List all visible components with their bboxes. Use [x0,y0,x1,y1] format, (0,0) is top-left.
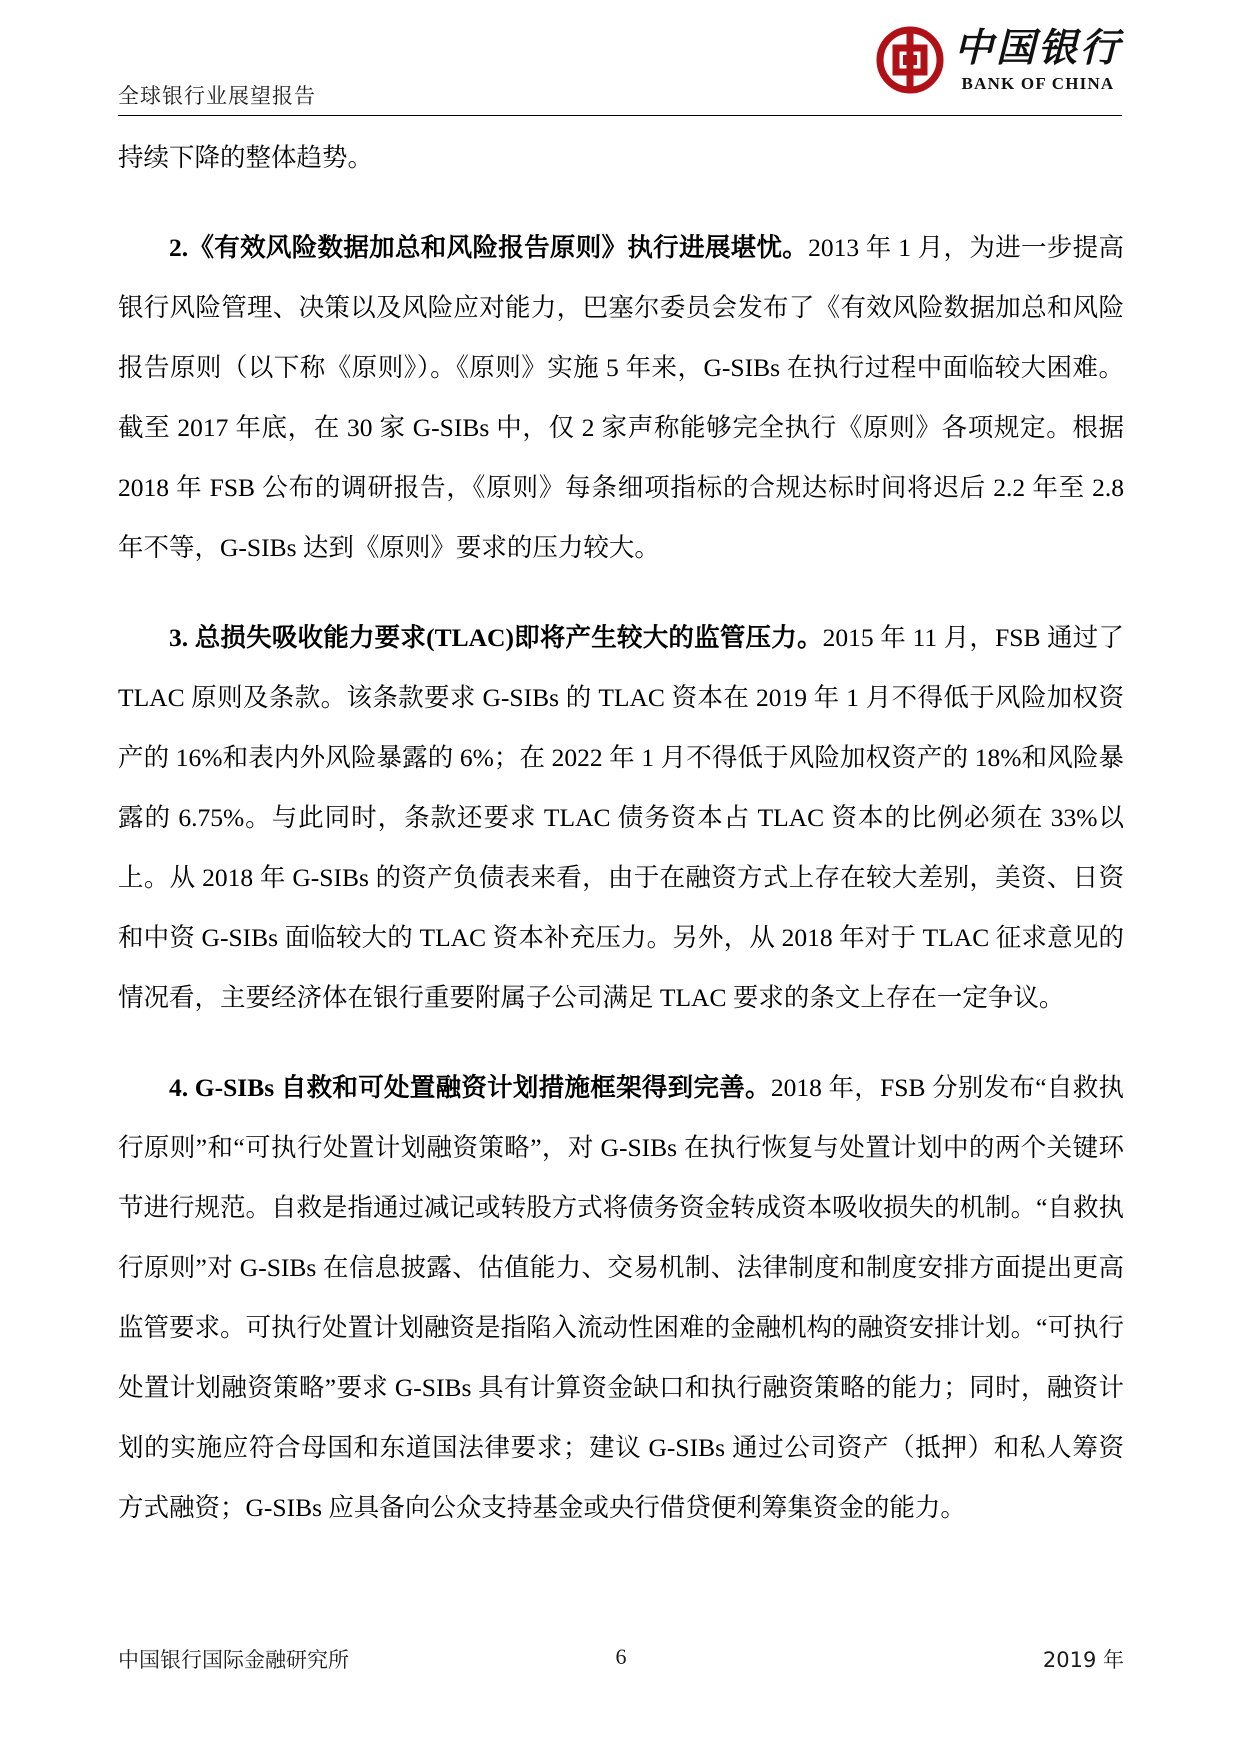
report-title: 全球银行业展望报告 [118,84,316,108]
paragraph-continuation [118,128,1124,188]
paragraph-lead: 2.《有效风险数据加总和风险报告原则》执行进展堪忧。 [169,233,809,262]
header-divider [118,115,1122,116]
footer-page-number: 6 [615,1644,627,1669]
boc-chinese-name: 中国银行 [953,24,1122,71]
boc-wordmark [953,24,1122,93]
footer-year: 2019 年 [1042,1648,1124,1672]
paragraph-text: 2018 年，FSB 分别发布“自救执行原则”和“可执行处置计划融资策略”，对 G-SIBs 在执行恢复与处置计划中的两个关键环节进行规范。自救是指通过减记或转股方式将债务资金转成资本吸收损失的机制。“自救执行原则”对 G-SIBs 在信息披露、估值能力、交易机制、法律制度和制度安排方面提出更高监管要求。可执行处置计划融资是指陷入流动性困难的金融机构的融资安排计划。“可执行处置计划融资策略”要求 G-SIBs 具有计算资金缺口和执行融资策略的能力；同时，融资计划的实施应符合母国和东道国法律要求；建议 G-SIBs 通过公司资产（抵押）和私人筹资方式融资；G-SIBs 应具备向公众支持基金或央行借贷便利筹集资金的能力。 [118,1073,1124,1522]
page-body [118,128,1124,1538]
paragraph-text: 2013 年 1 月，为进一步提高银行风险管理、决策以及风险应对能力，巴塞尔委员会发布了《有效风险数据加总和风险报告原则（以下称《原则》）。《原则》实施 5 年来，G-SIBs 在执行过程中面临较大困难。截至 2017 年底，在 30 家 G-SIBs 中，仅 2 家声称能够完全执行《原则》各项规定。根据 2018 年 FSB 公布的调研报告，《原则》每条细项指标的合规达标时间将迟后 2.2 年至 2.8 年不等，G-SIBs 达到《原则》要求的压力较大。 [118,233,1124,562]
paragraph-item-4 [118,1058,1124,1538]
paragraph-text: 持续下降的整体趋势。 [118,143,374,172]
paragraph-text: 2015 年 11 月，FSB 通过了 TLAC 原则及条款。该条款要求 G-SIBs 的 TLAC 资本在 2019 年 1 月不得低于风险加权资产的 16%和表内外风险暴露的 6%；在 2022 年 1 月不得低于风险加权资产的 18%和风险暴露的 6.75%。与此同时，条款还要求 TLAC 债务资本占 TLAC 资本的比例必须在 33%以上。从 2018 年 G-SIBs 的资产负债表来看，由于在融资方式上存在较大差别，美资、日资和中资 G-SIBs 面临较大的 TLAC 资本补充压力。另外，从 2018 年对于 TLAC 征求意见的情况看，主要经济体在银行重要附属子公司满足 TLAC 要求的条文上存在一定争议。 [118,623,1124,1012]
paragraph-item-2 [118,218,1124,578]
paragraph-lead: 3. 总损失吸收能力要求(TLAC)即将产生较大的监管压力。 [169,623,823,652]
boc-english-name: BANK OF CHINA [961,73,1115,93]
bank-of-china-logo [876,26,1122,94]
footer-institution: 中国银行国际金融研究所 [118,1648,349,1672]
boc-emblem-icon [876,26,944,94]
page-footer [118,1644,1124,1674]
paragraph-item-3 [118,608,1124,1028]
page-header [118,24,1122,116]
paragraph-lead: 4. G-SIBs 自救和可处置融资计划措施框架得到完善。 [169,1073,771,1102]
